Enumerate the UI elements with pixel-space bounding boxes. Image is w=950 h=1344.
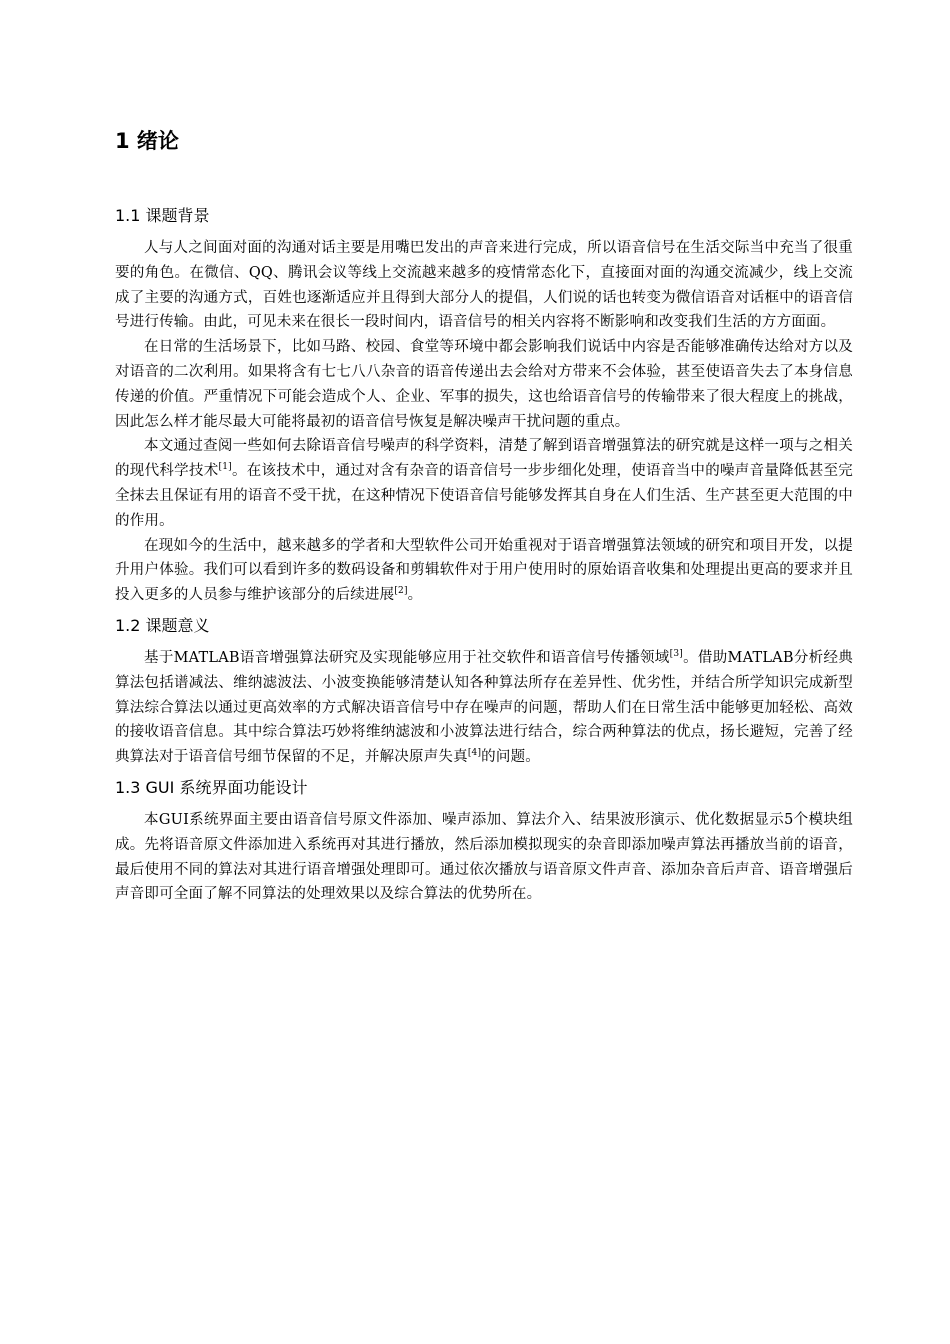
section <box>115 614 853 770</box>
section-title: 1.1 课题背景 <box>115 206 210 225</box>
paragraph-text: 的问题。 <box>481 749 540 766</box>
citation-ref: [1] <box>218 462 232 473</box>
paragraph-text: 在现如今的生活中，越来越多的学者和大型软件公司开始重视对于语音增强算法领域的研究和项目开发，以提升用户体验。我们可以看到许多的数码设备和剪辑软件对于用户使用时的原始语音收集和处理提出更高的要求并且投入更多的人员参与维护该部分的后续进展 <box>115 537 853 604</box>
section <box>115 776 853 907</box>
citation-ref: [4] <box>467 748 482 759</box>
paragraph-text: 。 <box>407 587 423 604</box>
paragraph-text: 本文通过查阅一些如何去除语音信号噪声的科学资料，清楚了解到语音增强算法的研究就是这样一项与之相关的现代科学技术 <box>115 438 853 480</box>
section-title: 1.3 GUI 系统界面功能设计 <box>115 777 308 797</box>
paragraph <box>115 534 853 608</box>
paragraph-text: 本GUI系统界面主要由语音信号原文件添加、噪声添加、算法介入、结果波形演示、优化数据显示5个模块组成。先将语音原文件添加进入系统再对其进行播放，然后添加模拟现实的杂音即添加噪声算法再播放当前的语音，最后使用不同的算法对其进行语音增强处理即可。通过依次播放与语音原文件声音、添加杂音后声音、语音增强后声音即可全面了解不同算法的处理效果以及综合算法的优势所在。 <box>115 811 853 903</box>
section-title: 1.2 课题意义 <box>115 615 210 635</box>
paragraph <box>115 335 853 434</box>
paragraph-text: 在日常的生活场景下，比如马路、校园、食堂等环境中都会影响我们说话中内容是否能够准确传达给对方以及对语音的二次利用。如果将含有七七八八杂音的语音传递出去会给对方带来不会体验，甚至使语音失去了本身信息传递的价值。严重情况下可能会造成个人、企业、军事的损失，这也给语音信号的传输带来了很大程度上的挑战，因此怎么样才能尽最大可能将最初的语音信号恢复是解决噪声干扰问题的重点。 <box>115 339 853 430</box>
paragraph <box>115 236 853 335</box>
paragraph-text: 人与人之间面对面的沟通对话主要是用嘴巴发出的声音来进行完成，所以语音信号在生活交际当中充当了很重要的角色。在微信、QQ、腾讯会议等线上交流越来越多的疫情常态化下，直接面对面的沟通交流减少，线上交流成了主要的沟通方式，百姓也逐渐适应并且得到大部分人的提倡，人们说的话也转变为微信语音对话框中的语音信号进行传输。由此，可见未来在很长一段时间内，语音信号的相关内容将不断影响和改变我们生活的方方面面。 <box>115 240 853 331</box>
sections-container <box>115 204 853 907</box>
citation-ref: [3] <box>669 649 683 660</box>
chapter-title: 1 绪论 <box>115 129 179 153</box>
paragraph <box>115 434 853 533</box>
citation-ref: [2] <box>394 586 408 597</box>
section <box>115 204 853 608</box>
paragraph-text: 。在该技术中，通过对含有杂音的语音信号一步步细化处理，使语音当中的噪声音量降低甚至完全抹去且保证有用的语音不受干扰，在这种情况下使语音信号能够发挥其自身在人们生活、生产甚至更大范围的中的作用。 <box>115 463 853 529</box>
paragraph <box>115 646 853 770</box>
paragraph-text: 基于MATLAB语音增强算法研究及实现能够应用于社交软件和语音信号传播领域 <box>144 649 670 666</box>
paragraph-text: 。借助MATLAB分析经典算法包括谱减法、维纳滤波法、小波变换能够清楚认知各种算法所存在差异性、优劣性，并结合所学知识完成新型算法综合算法以通过更高效率的方式解决语音信号中存在噪声的问题，帮助人们在日常生活中能够更加轻松、高效的接收语音信息。其中综合算法巧妙将维纳滤波和小波算法进行结合，综合两种算法的优点，扬长避短，完善了经典算法对于语音信号细节保留的不足，并解决原声失真 <box>115 649 853 766</box>
paragraph <box>115 808 853 907</box>
document-body <box>115 126 853 913</box>
